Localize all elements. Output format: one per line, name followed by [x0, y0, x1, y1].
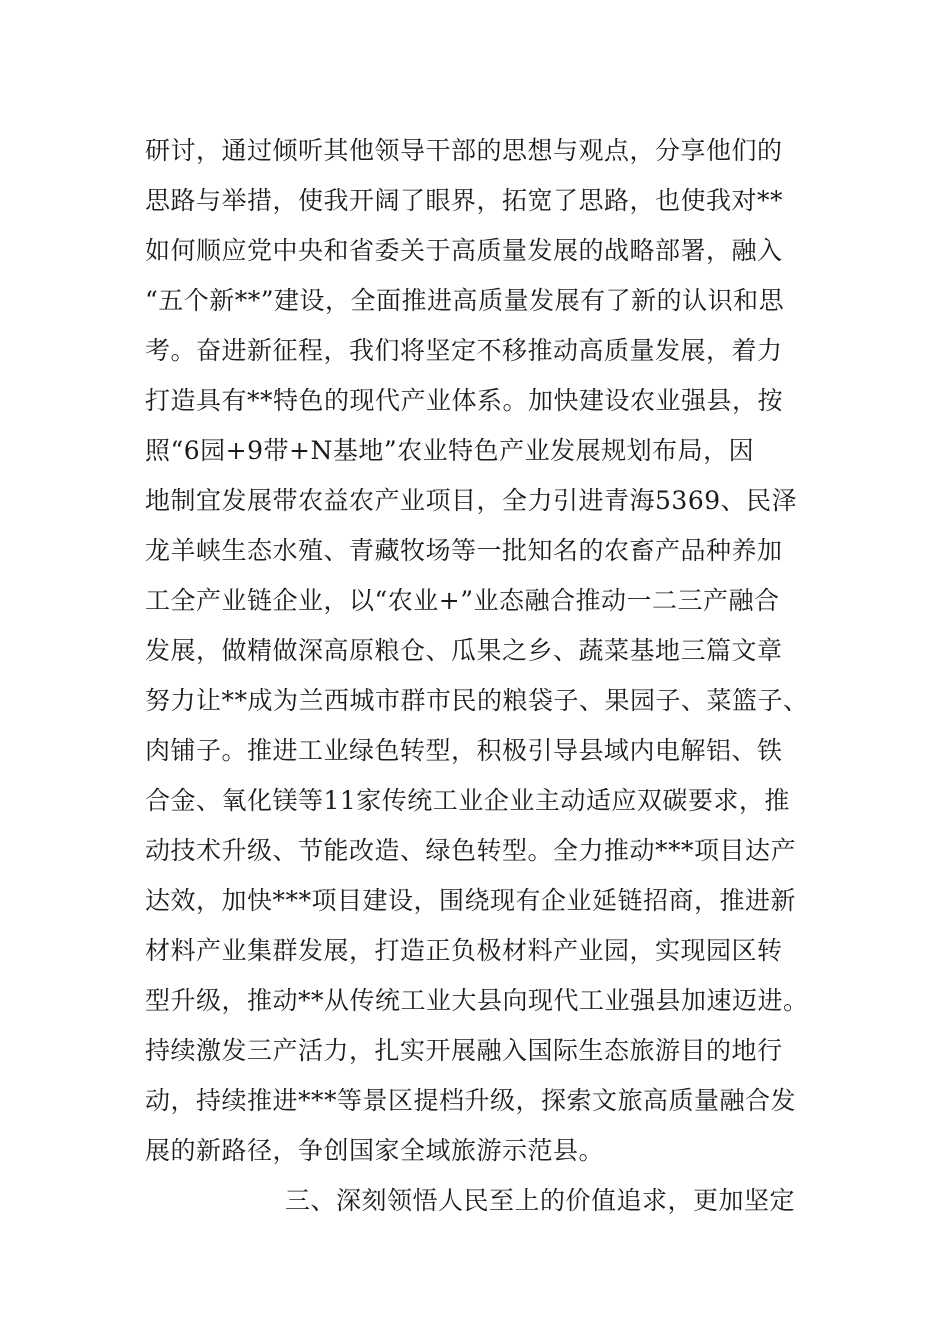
body-line-4: “五个新**”建设，全面推进高质量发展有了新的认识和思: [145, 286, 785, 315]
body-line-15: 动技术升级、节能改造、绿色转型。全力推动***项目达产: [145, 836, 797, 865]
body-line-10: 工全产业链企业，以“农业+”业态融合推动一二三产融合: [145, 586, 780, 615]
body-line-8: 地制宜发展带农益农产业项目，全力引进青海5369、民泽: [145, 486, 798, 515]
body-line-14: 合金、氧化镁等11家传统工业企业主动适应双碳要求，推: [145, 786, 790, 815]
body-line-9: 龙羊峡生态水殖、青藏牧场等一批知名的农畜产品种养加: [145, 536, 783, 565]
body-line-3: 如何顺应党中央和省委关于高质量发展的战略部署，融入: [145, 236, 783, 265]
body-line-13: 肉铺子。推进工业绿色转型，积极引导县域内电解铝、铁: [145, 736, 783, 765]
body-line-17: 材料产业集群发展，打造正负极材料产业园，实现园区转: [145, 936, 783, 965]
body-line-16: 达效，加快***项目建设，围绕现有企业延链招商，推进新: [145, 886, 797, 915]
body-line-21: 展的新路径，争创国家全域旅游示范县。: [145, 1136, 605, 1165]
body-line-7: 照“6园+9带+N基地”农业特色产业发展规划布局，因: [145, 436, 755, 465]
body-line-1: 研讨，通过倾听其他领导干部的思想与观点，分享他们的: [145, 136, 783, 165]
body-line-6: 打造具有**特色的现代产业体系。加快建设农业强县，按: [145, 386, 784, 415]
section-heading: 三、深刻领悟人民至上的价值追求，更加坚定: [285, 1186, 796, 1215]
body-line-11: 发展，做精做深高原粮仓、瓜果之乡、蔬菜基地三篇文章: [145, 636, 783, 665]
body-line-5: 考。奋进新征程，我们将坚定不移推动高质量发展，着力: [145, 336, 783, 365]
body-line-20: 动，持续推进***等景区提档升级，探索文旅高质量融合发: [145, 1086, 797, 1115]
body-line-2: 思路与举措，使我开阔了眼界，拓宽了思路，也使我对**: [145, 186, 784, 215]
body-line-18: 型升级，推动**从传统工业大县向现代工业强县加速迈进。: [145, 986, 809, 1015]
body-line-12: 努力让**成为兰西城市群市民的粮袋子、果园子、菜篮子、: [145, 686, 809, 715]
body-line-19: 持续激发三产活力，扎实开展融入国际生态旅游目的地行: [145, 1036, 783, 1065]
